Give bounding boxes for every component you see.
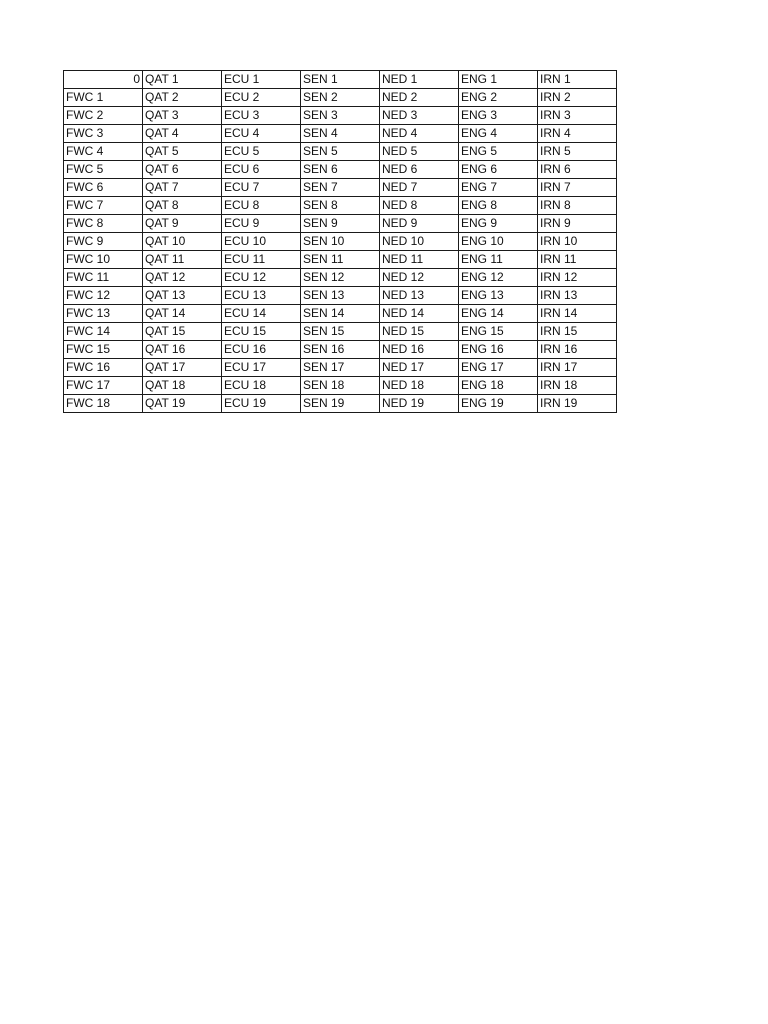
table-cell: ECU 10 xyxy=(222,233,301,251)
table-cell: NED 10 xyxy=(380,233,459,251)
table-cell: NED 16 xyxy=(380,341,459,359)
table-row xyxy=(64,161,617,179)
table-cell: QAT 11 xyxy=(143,251,222,269)
table-cell: ENG 7 xyxy=(459,179,538,197)
table-cell: IRN 12 xyxy=(538,269,617,287)
table-row xyxy=(64,251,617,269)
table-cell: ENG 4 xyxy=(459,125,538,143)
table-cell: FWC 13 xyxy=(64,305,143,323)
table-cell: SEN 9 xyxy=(301,215,380,233)
table-cell: IRN 3 xyxy=(538,107,617,125)
table-cell: NED 12 xyxy=(380,269,459,287)
table-cell: IRN 8 xyxy=(538,197,617,215)
table-cell: IRN 13 xyxy=(538,287,617,305)
table-cell: SEN 10 xyxy=(301,233,380,251)
table-cell: NED 8 xyxy=(380,197,459,215)
table-cell: ENG 18 xyxy=(459,377,538,395)
table-row xyxy=(64,197,617,215)
table-cell: IRN 9 xyxy=(538,215,617,233)
table-cell: NED 6 xyxy=(380,161,459,179)
table-cell: QAT 9 xyxy=(143,215,222,233)
table-row xyxy=(64,215,617,233)
table-cell: ECU 18 xyxy=(222,377,301,395)
table-cell: QAT 8 xyxy=(143,197,222,215)
table-row xyxy=(64,341,617,359)
table-row xyxy=(64,269,617,287)
table-cell: ECU 4 xyxy=(222,125,301,143)
table-cell: ENG 19 xyxy=(459,395,538,413)
table-cell: ENG 15 xyxy=(459,323,538,341)
table-cell: QAT 6 xyxy=(143,161,222,179)
table-cell: NED 7 xyxy=(380,179,459,197)
table-cell: SEN 4 xyxy=(301,125,380,143)
table-cell: ENG 2 xyxy=(459,89,538,107)
table-cell: FWC 9 xyxy=(64,233,143,251)
table-cell: NED 5 xyxy=(380,143,459,161)
table-cell: FWC 7 xyxy=(64,197,143,215)
table-cell: FWC 5 xyxy=(64,161,143,179)
table-cell: NED 19 xyxy=(380,395,459,413)
table-cell: IRN 10 xyxy=(538,233,617,251)
table-cell: IRN 19 xyxy=(538,395,617,413)
table-row xyxy=(64,395,617,413)
table-cell: FWC 6 xyxy=(64,179,143,197)
table-cell: IRN 17 xyxy=(538,359,617,377)
table-cell: QAT 2 xyxy=(143,89,222,107)
table-cell: ECU 9 xyxy=(222,215,301,233)
table-cell: NED 18 xyxy=(380,377,459,395)
table-cell: QAT 1 xyxy=(143,71,222,89)
table-cell: SEN 14 xyxy=(301,305,380,323)
table-cell: ENG 11 xyxy=(459,251,538,269)
table-cell: NED 2 xyxy=(380,89,459,107)
table-cell: ECU 11 xyxy=(222,251,301,269)
table-row xyxy=(64,125,617,143)
table-cell: SEN 19 xyxy=(301,395,380,413)
table-cell: ENG 5 xyxy=(459,143,538,161)
table-cell: NED 9 xyxy=(380,215,459,233)
table-cell: ECU 3 xyxy=(222,107,301,125)
table-cell: SEN 1 xyxy=(301,71,380,89)
table-cell: SEN 3 xyxy=(301,107,380,125)
table-cell: NED 13 xyxy=(380,287,459,305)
table-cell: ENG 8 xyxy=(459,197,538,215)
table-row xyxy=(64,89,617,107)
table-cell: NED 17 xyxy=(380,359,459,377)
table-cell: IRN 4 xyxy=(538,125,617,143)
table-cell: ECU 16 xyxy=(222,341,301,359)
table-cell: SEN 13 xyxy=(301,287,380,305)
table-cell: FWC 1 xyxy=(64,89,143,107)
table-cell: ENG 12 xyxy=(459,269,538,287)
table-cell: QAT 3 xyxy=(143,107,222,125)
table-cell: FWC 12 xyxy=(64,287,143,305)
table-cell: IRN 2 xyxy=(538,89,617,107)
table-row xyxy=(64,71,617,89)
table-cell: SEN 16 xyxy=(301,341,380,359)
table-cell: ENG 13 xyxy=(459,287,538,305)
table-row xyxy=(64,143,617,161)
table-cell: IRN 15 xyxy=(538,323,617,341)
table-cell: NED 15 xyxy=(380,323,459,341)
table-cell: 0 xyxy=(64,71,143,89)
table-cell: QAT 19 xyxy=(143,395,222,413)
table-cell: FWC 15 xyxy=(64,341,143,359)
table-body xyxy=(64,71,617,413)
table-cell: SEN 18 xyxy=(301,377,380,395)
table-row xyxy=(64,305,617,323)
table-cell: SEN 17 xyxy=(301,359,380,377)
table-cell: ECU 5 xyxy=(222,143,301,161)
table-cell: QAT 18 xyxy=(143,377,222,395)
table-row xyxy=(64,233,617,251)
table-cell: QAT 7 xyxy=(143,179,222,197)
table-cell: QAT 4 xyxy=(143,125,222,143)
table-cell: SEN 15 xyxy=(301,323,380,341)
table-cell: FWC 3 xyxy=(64,125,143,143)
table-cell: IRN 18 xyxy=(538,377,617,395)
table-cell: QAT 12 xyxy=(143,269,222,287)
table-cell: IRN 11 xyxy=(538,251,617,269)
table-cell: ENG 9 xyxy=(459,215,538,233)
table-cell: FWC 4 xyxy=(64,143,143,161)
table-cell: ECU 8 xyxy=(222,197,301,215)
table-cell: FWC 18 xyxy=(64,395,143,413)
table-row xyxy=(64,359,617,377)
table-cell: SEN 6 xyxy=(301,161,380,179)
table-cell: ECU 12 xyxy=(222,269,301,287)
table-cell: ECU 7 xyxy=(222,179,301,197)
table-cell: QAT 13 xyxy=(143,287,222,305)
table-cell: ENG 3 xyxy=(459,107,538,125)
table-cell: IRN 16 xyxy=(538,341,617,359)
table-cell: NED 3 xyxy=(380,107,459,125)
table-cell: ECU 17 xyxy=(222,359,301,377)
table-cell: FWC 14 xyxy=(64,323,143,341)
table-cell: ECU 15 xyxy=(222,323,301,341)
table-cell: ECU 6 xyxy=(222,161,301,179)
table-cell: ECU 14 xyxy=(222,305,301,323)
table-cell: SEN 5 xyxy=(301,143,380,161)
table-cell: QAT 15 xyxy=(143,323,222,341)
table-cell: QAT 17 xyxy=(143,359,222,377)
table-cell: FWC 10 xyxy=(64,251,143,269)
table-cell: QAT 14 xyxy=(143,305,222,323)
table-cell: SEN 7 xyxy=(301,179,380,197)
table-row xyxy=(64,377,617,395)
table-cell: IRN 7 xyxy=(538,179,617,197)
table-cell: ENG 16 xyxy=(459,341,538,359)
table-cell: ENG 6 xyxy=(459,161,538,179)
table-cell: ENG 14 xyxy=(459,305,538,323)
table-cell: ECU 19 xyxy=(222,395,301,413)
table-cell: FWC 17 xyxy=(64,377,143,395)
table-cell: FWC 11 xyxy=(64,269,143,287)
table-row xyxy=(64,107,617,125)
table-cell: IRN 1 xyxy=(538,71,617,89)
table-cell: NED 1 xyxy=(380,71,459,89)
table-cell: ECU 1 xyxy=(222,71,301,89)
table-cell: IRN 14 xyxy=(538,305,617,323)
table-cell: QAT 5 xyxy=(143,143,222,161)
table-cell: NED 11 xyxy=(380,251,459,269)
table-row xyxy=(64,323,617,341)
table-cell: FWC 2 xyxy=(64,107,143,125)
table-cell: ECU 13 xyxy=(222,287,301,305)
table-cell: FWC 8 xyxy=(64,215,143,233)
table-row xyxy=(64,179,617,197)
table-cell: ENG 17 xyxy=(459,359,538,377)
table-cell: SEN 8 xyxy=(301,197,380,215)
table-cell: IRN 6 xyxy=(538,161,617,179)
table-cell: SEN 12 xyxy=(301,269,380,287)
table-cell: QAT 10 xyxy=(143,233,222,251)
table-cell: NED 4 xyxy=(380,125,459,143)
table-cell: SEN 11 xyxy=(301,251,380,269)
table-cell: FWC 16 xyxy=(64,359,143,377)
table-cell: ECU 2 xyxy=(222,89,301,107)
table-cell: ENG 1 xyxy=(459,71,538,89)
table-row xyxy=(64,287,617,305)
table-cell: QAT 16 xyxy=(143,341,222,359)
table-cell: IRN 5 xyxy=(538,143,617,161)
data-table xyxy=(63,70,617,413)
table-cell: ENG 10 xyxy=(459,233,538,251)
table-cell: SEN 2 xyxy=(301,89,380,107)
table-cell: NED 14 xyxy=(380,305,459,323)
